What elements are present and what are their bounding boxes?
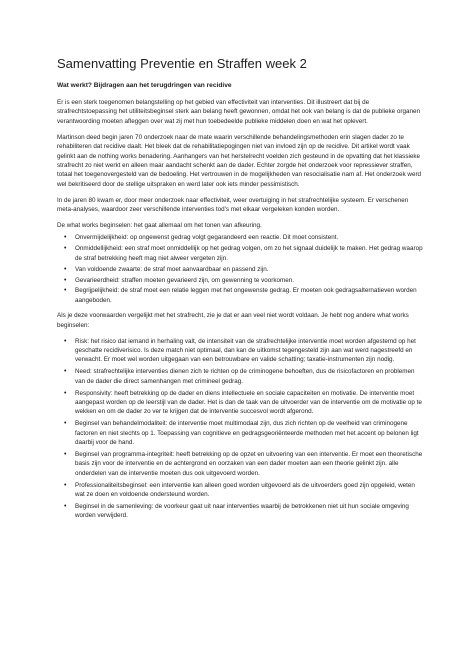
list-item: • Professionaliteitsbeginsel: een interventie kan alleen goed worden uitgevoerd als de uitvoerders goed zijn opgeleid, weten wat ze doen en voldoende ondersteund worden. (75, 481, 425, 500)
paragraph-what-works-intro: De what works beginselen: het gaat allemaal om het tonen van afkeuring. (57, 221, 262, 229)
document-page (57, 56, 425, 527)
paragraph-martinson: Martinson deed begin jaren 70 onderzoek naar de mate waarin verschillende behandelingsmethoden erin slagen dader zo te rehabiliteren dat recidive daalt. Het bleek dat de rehabilitatiepogingen niet van invloed zijn op de recidive. Dit artikel wordt vaak gelinkt aan de nothing works benadering. Aanhangers van het herstelrecht voelden zich gesteund in de opvatting dat het klassieke strafrecht zo niet werkt en alleen maar aandacht schenkt aan de dader. Echter zorgde het onderzoek voor repressiever straffen, totaal het toegenovergesteld van de bedoeling. Het vertrouwen in de mogelijkheden van resocialisatie nam af. Het onderzoek werd wel bekritiseerd door de stellige uitspraken en werd later ook iets minder pessimistisch. (57, 133, 422, 188)
principles-list (57, 233, 425, 305)
list-item: • Onmiddellijkheid: een straf moet onmiddellijk op het gedrag volgen, om zo het signaal duidelijk te maken. Het gedrag waarop de straf betrekking heeft mag niet alweer vergeten zijn. (75, 244, 425, 263)
list-item: • Need: strafrechtelijke interventies dienen zich te richten op de criminogene behoeften, dus de risicofactoren en problemen van de dader die direct samenhangen met crimineel gedrag. (75, 367, 425, 386)
criteria-list (57, 337, 425, 521)
list-item: • Beginsel in de samenleving: de voorkeur gaat uit naar interventies waarbij de betrokkenen niet uit hun sociale omgeving worden verwijderd. (75, 502, 425, 521)
paragraph-comparison: Als je deze voorwaarden vergelijkt met het strafrecht, zie je dat er aan veel niet wordt voldaan. Je hebt nog andere what works beginselen: (57, 312, 409, 329)
list-item: • Gevarieerdheid: straffen moeten gevarieerd zijn, om gewenning te voorkomen. (75, 276, 425, 285)
list-item: • Beginsel van behandelmodaliteit: de interventie moet multimodaal zijn, dus zich richten op de veelheid van criminogene factoren en niet slechts op 1. Toepassing van cognitieve en gedragsgeoriënteerde methoden met het accent op belonen ligt daarbij voor de hand. (75, 419, 425, 447)
paragraph-jaren-80: In de jaren 80 kwam er, door meer onderzoek naar effectiviteit, weer overtuiging in het strafrechtelijke systeem. Er verschenen meta-analyses, waardoor zeer verschillende interventies tod's met elkaar vergeleken konden worden. (57, 196, 409, 214)
list-item: • Beginsel van programma-integriteit: heeft betrekking op de opzet en uitvoering van een interventie. Er moet een theoretische basis zijn voor de interventie en de achtergrond en oorzaken van een dader moeten aan een theorie gelinkt zijn. alle onderdelen van de interventie moeten dus ook uitgevoerd worden. (75, 450, 425, 478)
section-heading: Wat werkt? Bijdragen aan het terugdringen van recidive (57, 82, 232, 89)
list-item: • Van voldoende zwaarte: de straf moet aanvaardbaar en passend zijn. (75, 265, 425, 274)
list-item: • Risk: het risico dat iemand in herhaling valt, de intensiteit van de strafrechtelijke interventie moet worden afgestemd op het geschatte recidiverisico. Is deze match niet optimaal, dan kan de uitkomst tegengesteld zijn aan wat werd nagestreefd en verwacht. Er moet wel worden uitgegaan van een betrouwbare en valide schatting; taxatie-instrumenten zijn nodig. (75, 337, 425, 365)
list-item: • Onvermijdelijkheid: op ongewenst gedrag volgt gegarandeerd een reactie. Dit moet consistent. (75, 233, 425, 242)
document-title: Samenvatting Preventie en Straffen week 2 (57, 56, 307, 71)
paragraph-intro: Er is een sterk toegenomen belangstelling op het gebied van effectiviteit van interventies. Dit illustreert dat bij de strafrechtstoepassing het utiliteitsbeginsel sterk aan belang heeft gewonnen, omdat het ook van belang is dat de publieke organen verantwoording moeten afleggen over wat zij met hun toebedeelde publieke middelen doen en wat het oplevert. (57, 99, 421, 125)
list-item: • Begrijpelijkheid: de straf moet een relatie leggen met het ongewenste gedrag. Er moeten ook gedragsalternatieven worden aangeboden. (75, 286, 425, 305)
list-item: • Responsivity: heeft betrekking op de dader en diens intellectuele en sociale capaciteiten en motivatie. De interventie moet aangepast worden op de leerstijl van de dader. Het is dan de taak van de uitvoerder van de interventie om de motivatie op te wekken en om de dader zo ver te krijgen dat de interventie succesvol wordt afgerond. (75, 389, 425, 417)
